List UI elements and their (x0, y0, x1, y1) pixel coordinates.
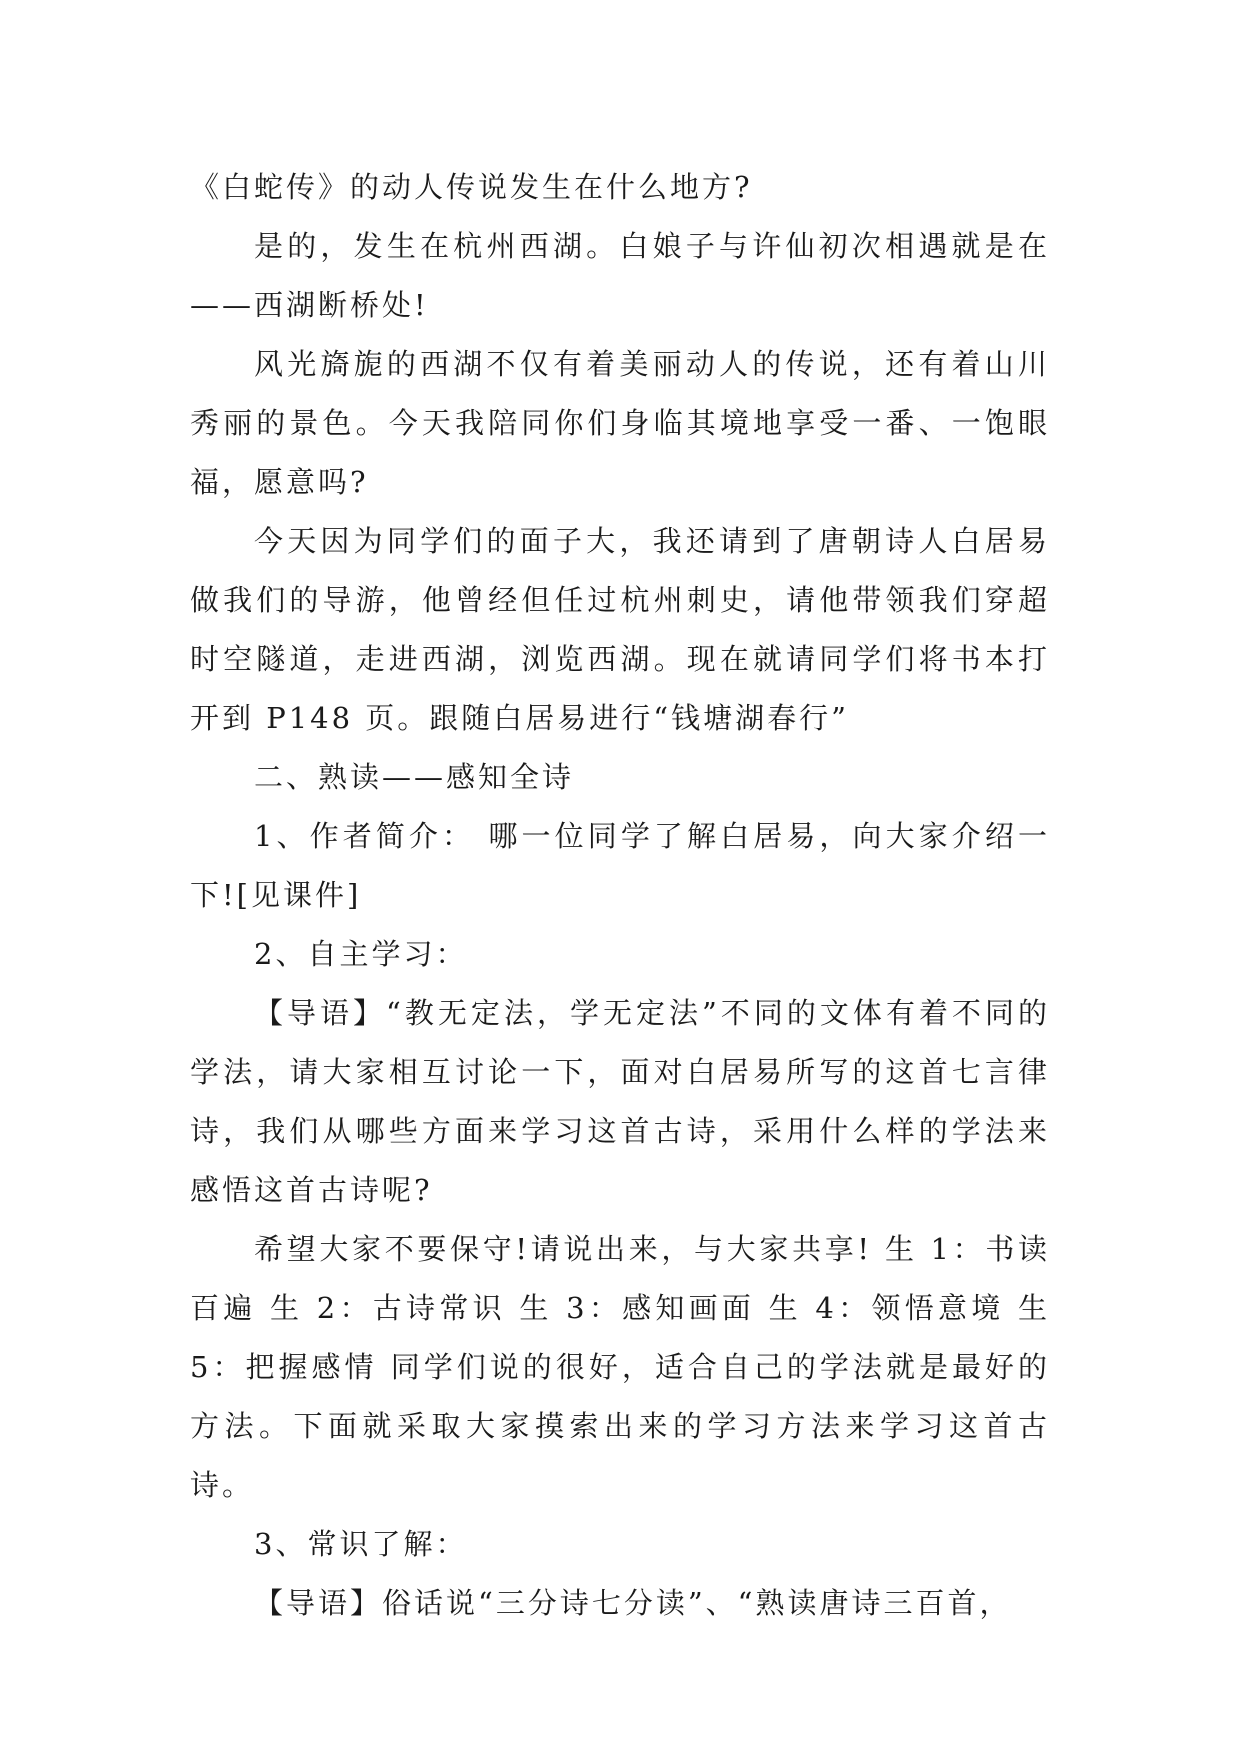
paragraph-guide: 今天因为同学们的面子大，我还请到了唐朝诗人白居易做我们的导游，他曾经但任过杭州刺史，请他带领我们穿超时空隧道，走进西湖，浏览西湖。现在就请同学们将书本打开到 P148 页。跟随白居易进行“钱塘湖春行” (190, 524, 1050, 735)
section-heading-2: 二、熟读——感知全诗 (254, 760, 575, 794)
item-author-intro: 1、作者简介： 哪一位同学了解白居易，向大家介绍一下![见课件] (190, 819, 1050, 912)
item-self-study: 2、自主学习： (254, 937, 468, 971)
paragraph-question: 《白蛇传》的动人传说发生在什么地方? (190, 170, 753, 204)
document-body (190, 158, 1050, 1633)
item-common-knowledge: 3、常识了解： (254, 1527, 468, 1561)
paragraph-student-answers: 希望大家不要保守!请说出来，与大家共享! 生 1：书读百遍 生 2：古诗常识 生 3：感知画面 生 4：领悟意境 生 5：把握感情 同学们说的很好，适合自己的学法就是最好的方法。下面就采取大家摸索出来的学习方法来学习这首古诗。 (190, 1232, 1050, 1502)
paragraph-answer: 是的，发生在杭州西湖。白娘子与许仙初次相遇就是在——西湖断桥处! (190, 229, 1050, 322)
paragraph-scenery: 风光旖旎的西湖不仅有着美丽动人的传说，还有着山川秀丽的景色。今天我陪同你们身临其境地享受一番、一饱眼福，愿意吗? (190, 347, 1050, 499)
paragraph-intro-methods: 【导语】“教无定法，学无定法”不同的文体有着不同的学法，请大家相互讨论一下，面对白居易所写的这首七言律诗，我们从哪些方面来学习这首古诗，采用什么样的学法来感悟这首古诗呢? (190, 996, 1050, 1207)
paragraph-intro-reading: 【导语】俗话说“三分诗七分读”、“熟读唐诗三百首， (254, 1586, 1012, 1620)
